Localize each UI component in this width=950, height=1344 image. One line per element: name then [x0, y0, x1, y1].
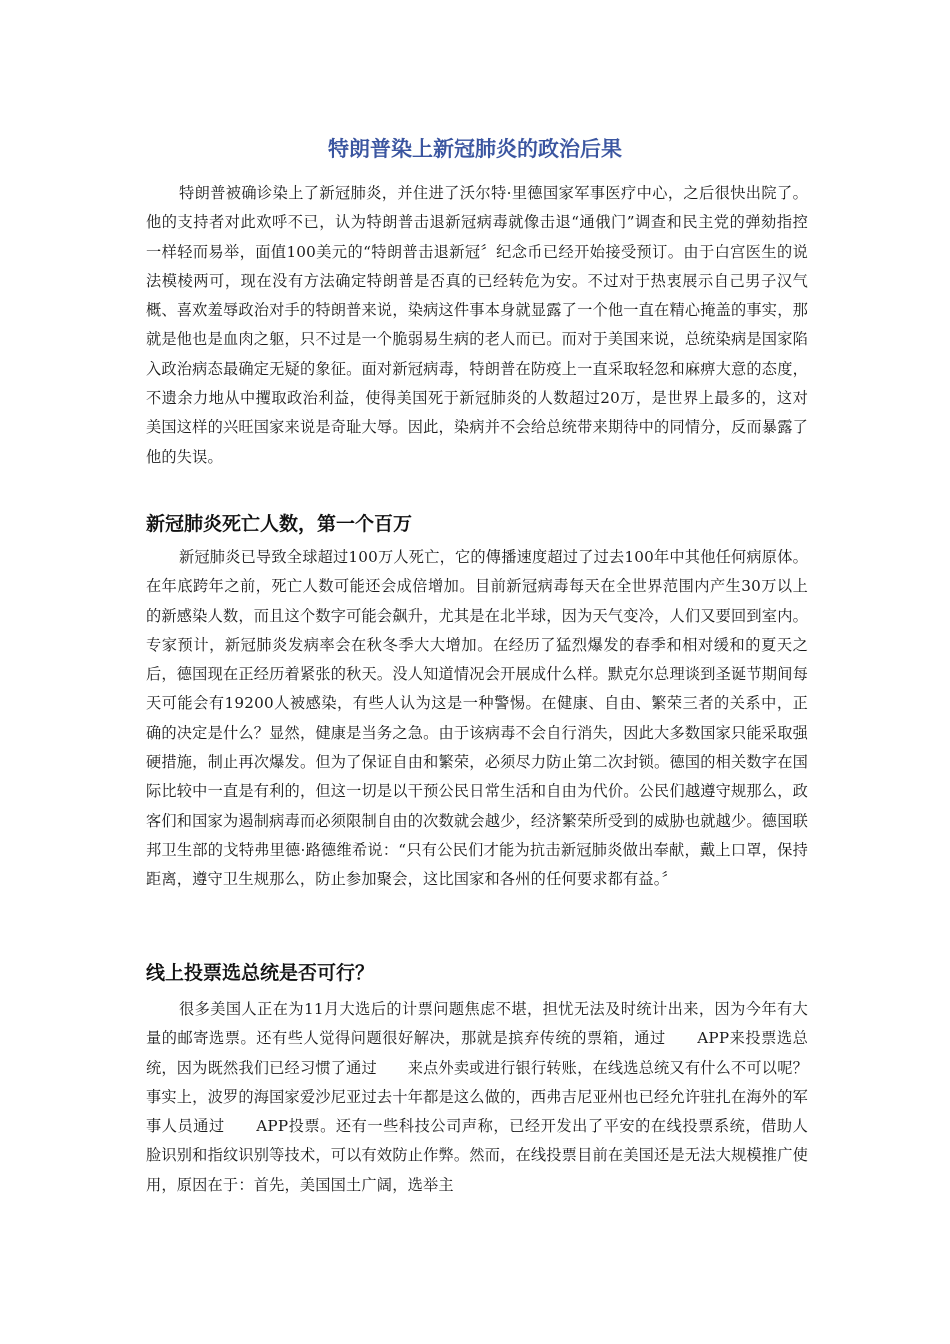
section-online-voting — [146, 995, 808, 1200]
section-heading-online-voting: 线上投票选总统是否可行？ — [146, 962, 375, 984]
paragraph-intro: 特朗普被确诊染上了新冠肺炎，并住进了沃尔特·里德国家军事医疗中心，之后很快出院了。他的支持者对此欢呼不已，认为特朗普击退新冠病毒就像击退“通俄门”调查和民主党的弹劾指控一样轻而易举，面值100美元的“特朗普击退新冠〞纪念币已经开始接受预订。由于白宫医生的说法模棱两可，现在没有方法确定特朗普是否真的已经转危为安。不过对于热衷展示自己男子汉气概、喜欢羞辱政治对手的特朗普来说，染病这件事本身就显露了一个他一直在精心掩盖的事实，那就是他也是血肉之躯，只不过是一个脆弱易生病的老人而已。而对于美国来说，总统染病是国家陷入政治病态最确定无疑的象征。面对新冠病毒，特朗普在防疫上一直采取轻忽和麻痹大意的态度，不遗余力地从中攫取政治利益，使得美国死于新冠肺炎的人数超过20万，是世界上最多的，这对美国这样的兴旺国家来说是奇耻大辱。因此，染病并不会给总统带来期待中的同情分，反而暴露了他的失误。 — [146, 184, 808, 466]
section-intro — [146, 179, 808, 472]
paragraph-online-voting: 很多美国人正在为11月大选后的计票问题焦虑不堪，担忧无法及时统计出来，因为今年有大量的邮寄选票。还有些人觉得问题很好解决，那就是摈弃传统的票箱，通过 APP来投票选总统，因为既然我们已经习惯了通过 来点外卖或进行银行转账，在线选总统又有什么不可以呢？事实上，波罗的海国家爱沙尼亚过去十年都是这么做的，西弗吉尼亚州也已经允许驻扎在海外的军事人员通过 APP投票。还有一些科技公司声称，已经开发出了平安的在线投票系统，借助人脸识别和指纹识别等技术，可以有效防止作弊。然而，在线投票目前在美国还是无法大规模推广使用，原因在于：首先，美国国土广阔，选举主 — [146, 1000, 808, 1194]
paragraph-death-toll: 新冠肺炎已导致全球超过100万人死亡，它的傳播速度超过了过去100年中其他任何病原体。在年底跨年之前，死亡人数可能还会成倍增加。目前新冠病毒每天在全世界范围内产生30万以上的新感染人数，而且这个数字可能会飙升，尤其是在北半球，因为天气变冷，人们又要回到室内。专家预计，新冠肺炎发病率会在秋冬季大大增加。在经历了猛烈爆发的春季和相对缓和的夏天之后，德国现在正经历着紧张的秋天。没人知道情况会开展成什么样。默克尔总理谈到圣诞节期间每天可能会有19200人被感染，有些人认为这是一种警惕。在健康、自由、繁荣三者的关系中，正确的决定是什么？显然，健康是当务之急。由于该病毒不会自行消失，因此大多数国家只能采取强硬措施，制止再次爆发。但为了保证自由和繁荣，必须尽力防止第二次封锁。德国的相关数字在国际比较中一直是有利的，但这一切是以干预公民日常生活和自由为代价。公民们越遵守规那么，政客们和国家为遏制病毒而必须限制自由的次数就会越少，经济繁荣所受到的威胁也就越少。德国联邦卫生部的戈特弗里德·路德维希说：“只有公民们才能为抗击新冠肺炎做出奉献，戴上口罩，保持距离，遵守卫生规那么，防止参加聚会，这比国家和各州的任何要求都有益。〞 — [146, 548, 808, 889]
section-heading-death-toll: 新冠肺炎死亡人数，第一个百万 — [146, 513, 413, 535]
section-death-toll — [146, 543, 808, 895]
document-title: 特朗普染上新冠肺炎的政治后果 — [328, 137, 622, 161]
